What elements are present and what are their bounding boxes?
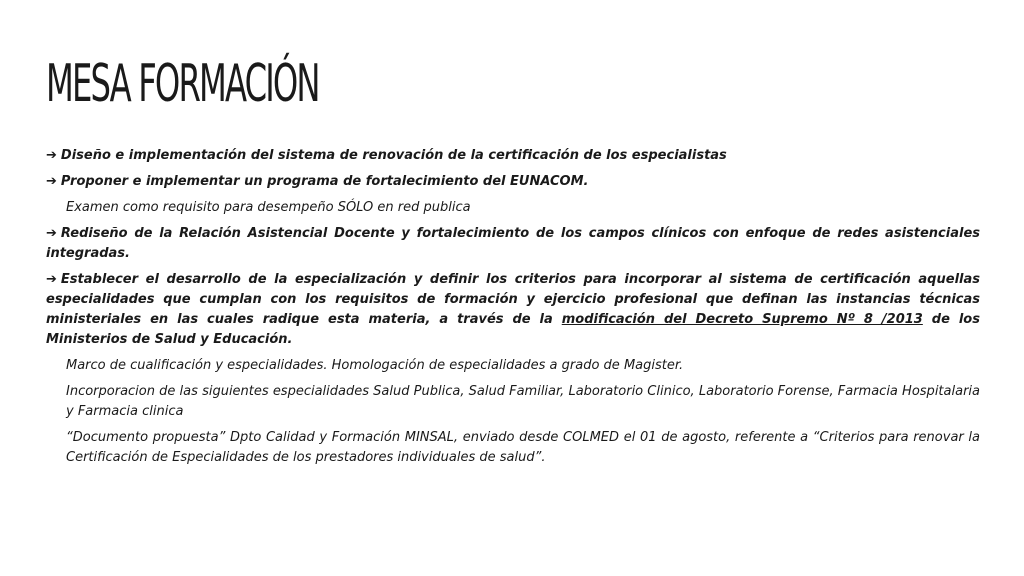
arrow-icon: ➔ <box>46 272 57 287</box>
arrow-icon: ➔ <box>46 226 57 241</box>
sub-item: Examen como requisito para desempeño SÓLO en red publica <box>66 200 471 215</box>
slide-title: MESA FORMACIÓN <box>46 54 319 114</box>
arrow-icon: ➔ <box>46 148 57 163</box>
sub-item: Marco de cualificación y especialidades. Homologación de especialidades a grado de Magister. <box>66 358 684 373</box>
slide-content <box>46 146 980 474</box>
bullet-text: Rediseño de la Relación Asistencial Docente y fortalecimiento de los campos clínicos con enfoque de redes asistenciales integradas. <box>46 226 980 261</box>
bullet-text: Proponer e implementar un programa de fortalecimiento del EUNACOM. <box>60 174 589 189</box>
bullet-item <box>46 172 980 192</box>
bullet-text-tail: de los Ministerios de Salud y Educación. <box>46 312 980 347</box>
decree-link-text: modificación del Decreto Supremo Nº 8 /2013 <box>561 312 923 327</box>
bullet-item <box>46 270 980 350</box>
bullet-text: Establecer el desarrollo de la especialización y definir los criterios para incorporar al sistema de certificación aquellas especialidades que cumplan con los requisitos de formación y ejercicio profesional que definan las instancias técnicas ministeriales en las cuales radique esta materia, a través de la <box>46 272 980 327</box>
sub-item: “Documento propuesta” Dpto Calidad y Formación MINSAL, enviado desde COLMED el 01 de agosto, referente a “Criterios para renovar la Certificación de Especialidades de los prestadores individuales de salud”. <box>66 430 980 465</box>
sub-item: Incorporacion de las siguientes especialidades Salud Publica, Salud Familiar, Laboratorio Clinico, Laboratorio Forense, Farmacia Hospitalaria y Farmacia clinica <box>66 384 980 419</box>
bullet-text: Diseño e implementación del sistema de renovación de la certificación de los especialistas <box>60 148 727 163</box>
bullet-item <box>46 224 980 264</box>
bullet-item <box>46 146 980 166</box>
arrow-icon: ➔ <box>46 174 57 189</box>
